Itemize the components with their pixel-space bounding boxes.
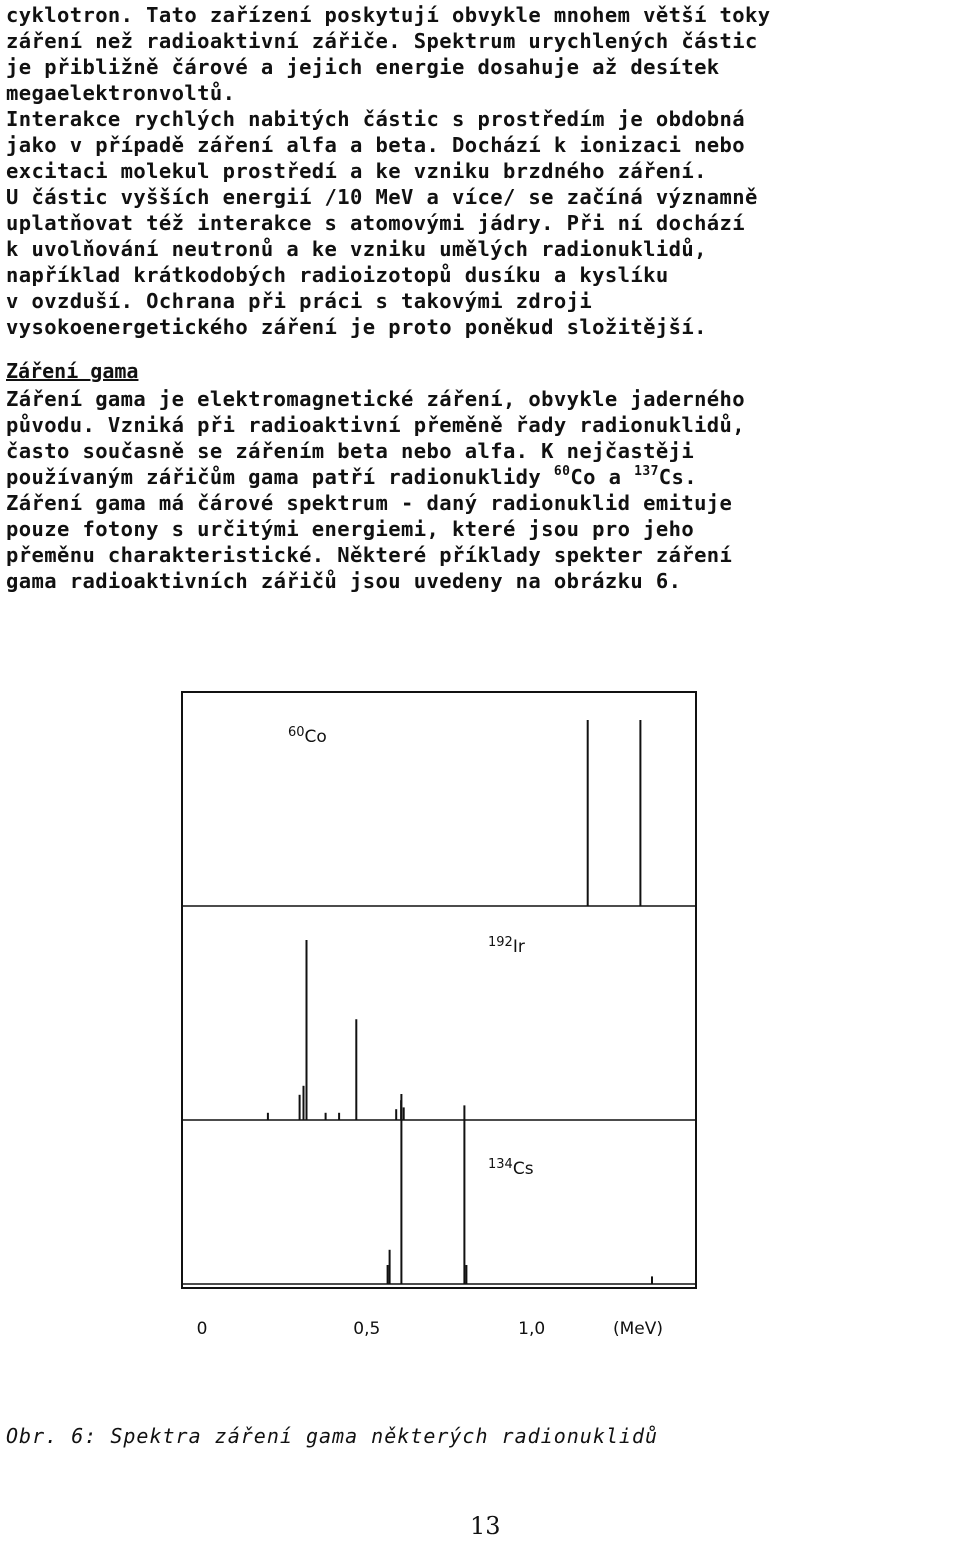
nuclide-label	[288, 725, 327, 747]
text-line: U částic vyšších energií /10 MeV a více/ se začíná významně	[6, 185, 758, 209]
x-tick-labels	[197, 1319, 663, 1339]
text-line: Interakce rychlých nabitých částic s prostředím je obdobná	[6, 107, 746, 131]
mass-number: 137	[634, 464, 659, 479]
mass-number: 60	[288, 725, 305, 740]
text-fragment: Cs.	[658, 465, 698, 489]
text-line: gama radioaktivních zářičů jsou uvedeny na obrázku 6.	[6, 569, 682, 593]
gamma-spectra-figure	[180, 690, 702, 1345]
text-line: přeměnu charakteristické. Některé příklady spekter záření	[6, 543, 733, 567]
text-line: cyklotron. Tato zařízení poskytují obvykle mnohem větší toky	[6, 3, 771, 27]
text-line: Záření gama je elektromagnetické záření, obvykle jaderného	[6, 387, 746, 411]
text-fragment: používaným zářičům gama patří radionuklidy	[6, 465, 554, 489]
figure-caption: Obr. 6: Spektra záření gama některých radionuklidů	[6, 1424, 659, 1448]
spectrum-panel	[182, 720, 696, 906]
text-line: Záření gama má čárové spektrum - daný radionuklid emituje	[6, 491, 733, 515]
text-line: často současně se zářením beta nebo alfa. K nejčastěji	[6, 439, 695, 463]
spectra-panels	[182, 720, 696, 1284]
spectrum-panel	[182, 935, 696, 1120]
x-tick-label: 0,5	[353, 1319, 381, 1339]
paragraph-intro	[6, 2, 954, 340]
paragraph-gamma	[6, 386, 954, 594]
element-symbol: Ir	[512, 937, 525, 957]
mass-number: 60	[553, 464, 571, 479]
spectrum-panel	[182, 1094, 696, 1284]
text-line: jako v případě záření alfa a beta. Dochází k ionizaci nebo	[6, 133, 746, 157]
figure-frame	[182, 692, 696, 1288]
text-line: je přibližně čárové a jejich energie dosahuje až desítek	[6, 55, 720, 79]
nuclide-label	[488, 1157, 534, 1179]
text-line: vysokoenergetického záření je proto poněkud složitější.	[6, 315, 707, 339]
x-tick-label: 1,0	[518, 1319, 546, 1339]
text-line: uplatňovat též interakce s atomovými jádry. Při ní dochází	[6, 211, 746, 235]
mass-number: 192	[488, 935, 513, 950]
text-line: excitaci molekul prostředí a ke vzniku brzdného záření.	[6, 159, 707, 183]
x-tick-label: (MeV)	[612, 1319, 664, 1339]
section-heading: Záření gama	[6, 359, 139, 383]
text-line: například krátkodobých radioizotopů dusíku a kyslíku	[6, 263, 669, 287]
element-symbol: Co	[304, 727, 327, 747]
element-symbol: Cs	[512, 1159, 534, 1179]
nuclide-label	[488, 935, 525, 957]
text-line: pouze fotony s určitými energiemi, které jsou pro jeho	[6, 517, 695, 541]
text-line-with-isotopes	[6, 464, 954, 490]
mass-number: 134	[488, 1157, 513, 1172]
text-line: záření než radioaktivní zářiče. Spektrum urychlených částic	[6, 29, 758, 53]
x-tick-label: 0	[196, 1319, 208, 1339]
text-line: k uvolňování neutronů a ke vzniku umělých radionuklidů,	[6, 237, 707, 261]
text-line: původu. Vzniká při radioaktivní přeměně řady radionuklidů,	[6, 413, 746, 437]
page-number: 13	[470, 1512, 501, 1540]
text-line: megaelektronvoltů.	[6, 81, 236, 105]
text-line: v ovzduší. Ochrana při práci s takovými zdroji	[6, 289, 593, 313]
text-fragment: Co a	[570, 465, 635, 489]
